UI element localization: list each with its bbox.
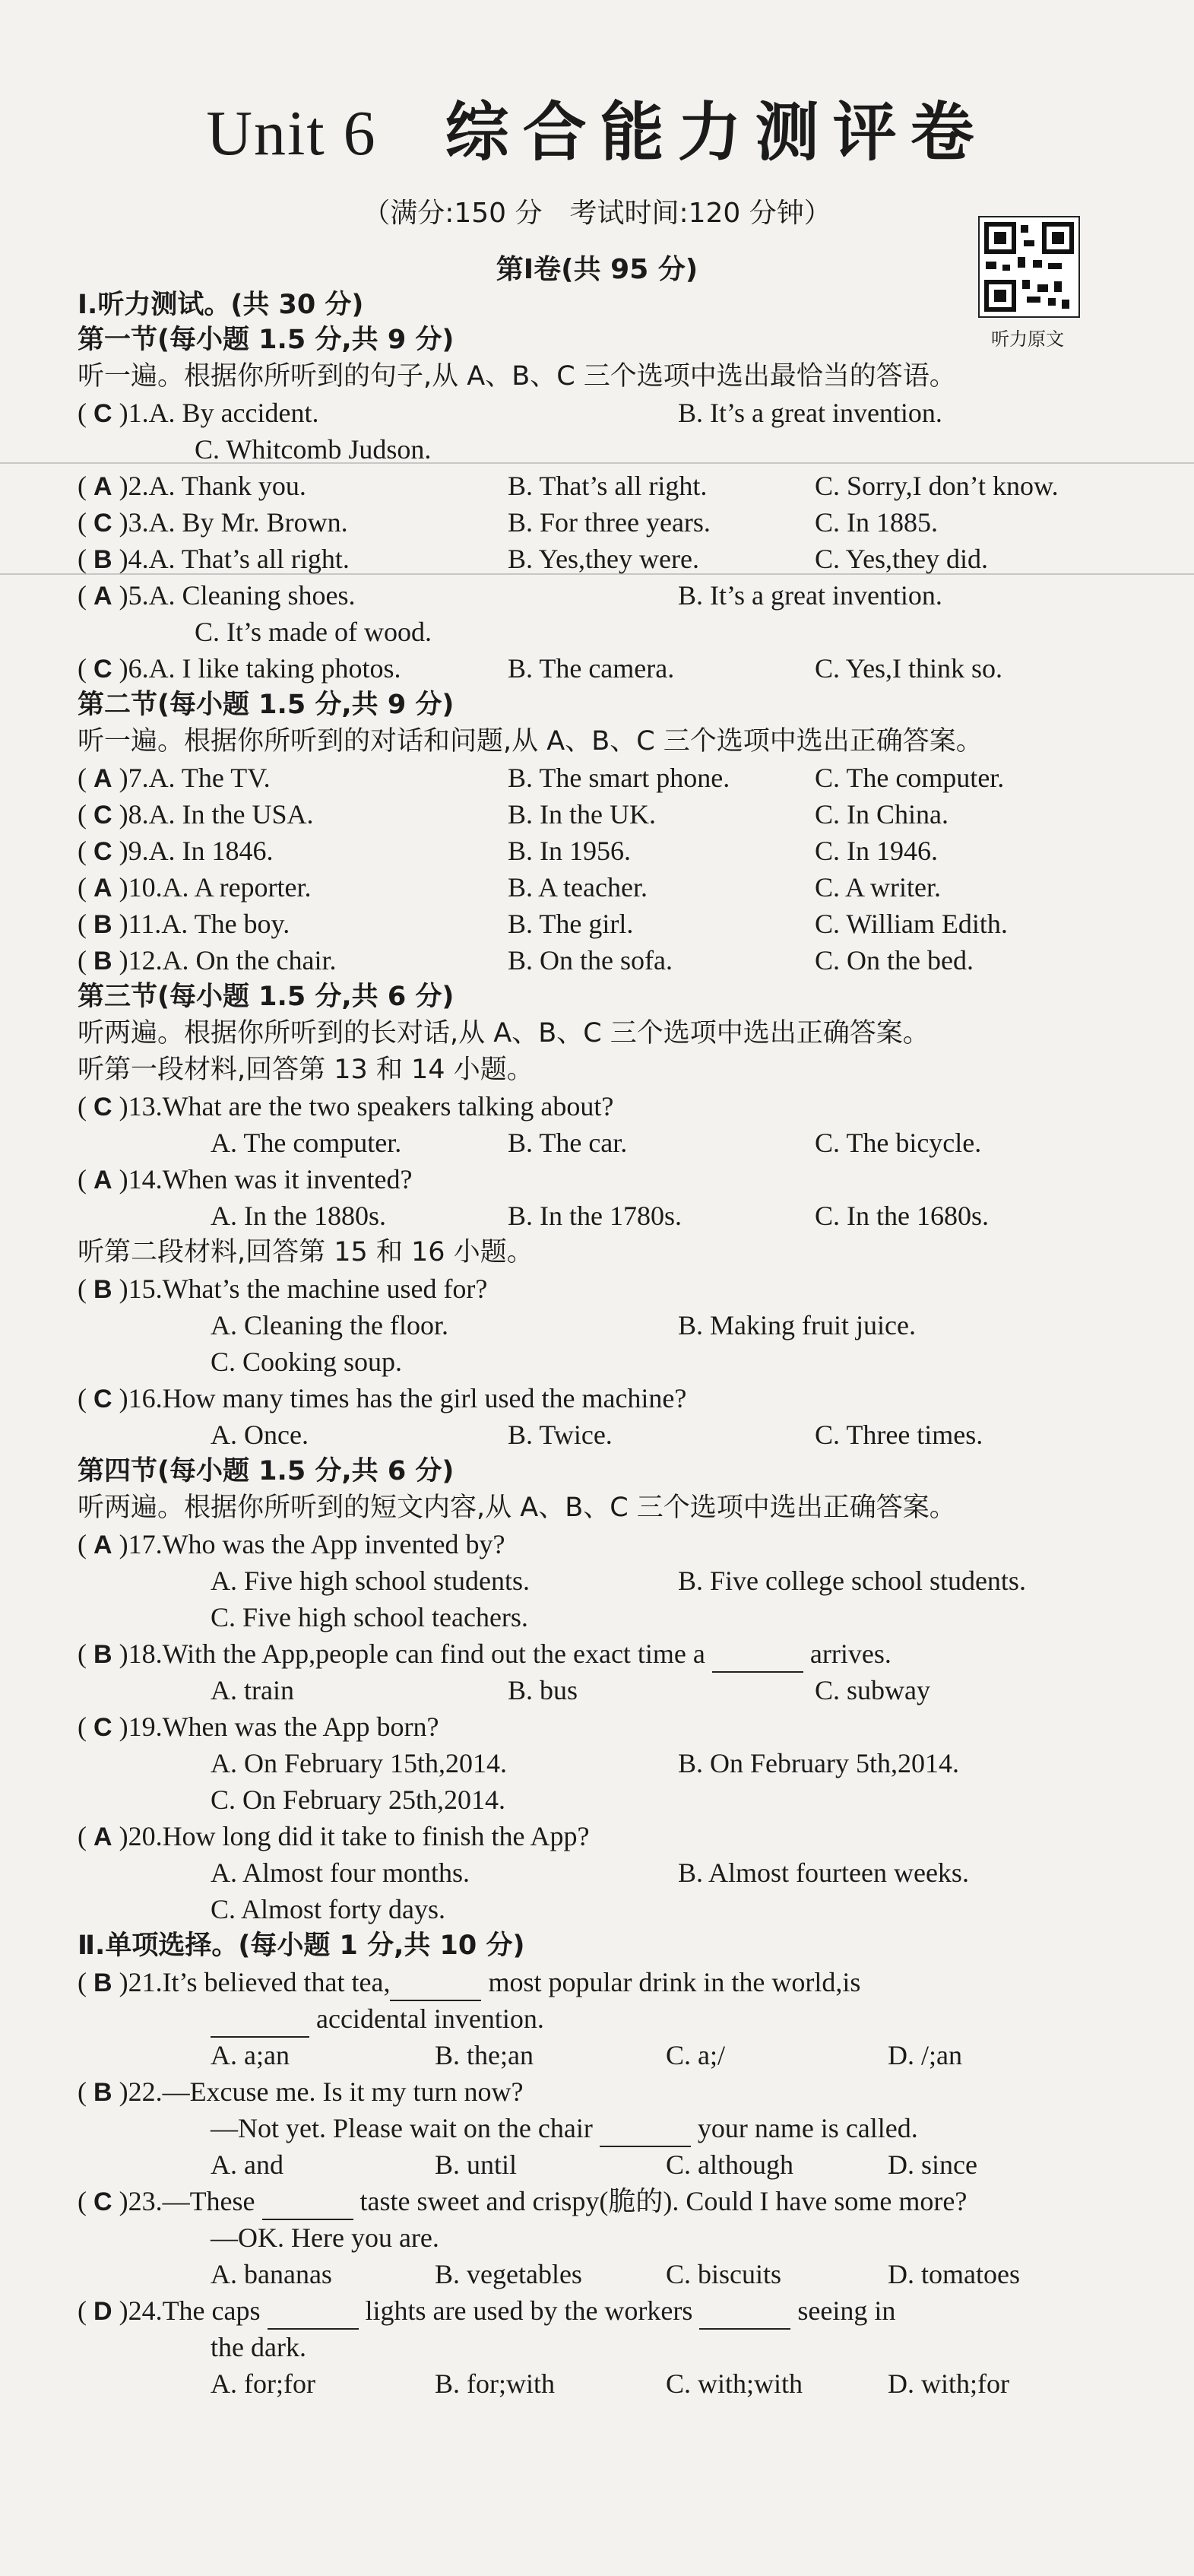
question-9: ( C )9.A. In 1846. B. In 1956. C. In 1946.	[78, 833, 105, 1008]
answer-16: C	[93, 1385, 112, 1413]
option-a: A. The computer.	[211, 1128, 402, 1158]
answer-8: C	[93, 801, 112, 830]
question-stem-2: lights are used by the workers	[365, 2295, 693, 2326]
answer-4: B	[93, 545, 112, 574]
option-a: A. a;an	[211, 2040, 290, 2070]
option-b: B. The girl.	[508, 909, 634, 939]
question-10: ( A )10.A. A reporter. B. A teacher. C. A writer.	[78, 870, 105, 1045]
question-number: 18.	[128, 1639, 163, 1669]
answer-23: C	[93, 2187, 112, 2216]
option-a: A. for;for	[211, 2368, 315, 2399]
option-d: D. tomatoes	[888, 2259, 1020, 2289]
question-number: 4.	[128, 544, 149, 574]
question-21-line-2	[211, 2001, 544, 2038]
answer-blank	[699, 2293, 790, 2330]
option-a: A. By accident.	[148, 398, 319, 428]
question-number: 15.	[128, 1274, 163, 1304]
answer-11: B	[93, 910, 112, 939]
option-c: C. On the bed.	[815, 945, 974, 976]
question-number: 6.	[128, 653, 149, 684]
question-23-line-2: —OK. Here you are.	[211, 2222, 439, 2253]
option-c: C. subway	[815, 1675, 930, 1705]
question-16: ( C )16.How many times has the girl used the machine?	[78, 1383, 687, 1413]
question-number: 3.	[128, 507, 149, 538]
question-7: ( A )7.A. The TV. B. The smart phone. C. The computer.	[78, 760, 105, 935]
option-c: C. In China.	[815, 799, 949, 830]
answer-blank	[390, 1965, 481, 2001]
answer-13: C	[93, 1093, 112, 1121]
option-c: C. The bicycle.	[815, 1128, 982, 1158]
answer-10: A	[93, 874, 112, 903]
option-a: A. bananas	[211, 2259, 332, 2289]
exam-meta: （满分:150 分 考试时间:120 分钟）	[363, 198, 831, 229]
option-a: A. The boy.	[161, 909, 290, 939]
part-2-instructions: 听一遍。根据你所听到的对话和问题,从 A、B、C 三个选项中选出正确答案。	[78, 726, 983, 757]
question-24-line-2: the dark.	[211, 2332, 306, 2362]
question-12: ( B )12.A. On the chair. B. On the sofa. C. On the bed.	[78, 943, 105, 1118]
question-number: 17.	[128, 1529, 163, 1559]
option-b: B. the;an	[435, 2040, 534, 2070]
option-c: C. Yes,I think so.	[815, 653, 1003, 684]
page-title	[0, 95, 1194, 170]
option-c: C. with;with	[666, 2368, 803, 2399]
answer-blank	[268, 2293, 359, 2330]
part-3-material-2: 听第二段材料,回答第 15 和 16 小题。	[78, 1237, 534, 1267]
question-stem-end: arrives.	[809, 1639, 892, 1669]
title-cn: 综合能力测评卷	[445, 95, 988, 170]
answer-3: C	[93, 509, 112, 538]
option-b: B. bus	[508, 1675, 578, 1705]
qr-code-icon[interactable]	[978, 216, 1080, 318]
answer-7: A	[93, 764, 112, 793]
answer-6: C	[93, 655, 112, 684]
question-stem: The caps	[162, 2295, 261, 2326]
answer-18: B	[93, 1640, 112, 1669]
part-4-instructions: 听两遍。根据你所听到的短文内容,从 A、B、C 三个选项中选出正确答案。	[78, 1493, 956, 1523]
option-b: B. Yes,they were.	[508, 544, 699, 574]
answer-14: A	[93, 1166, 112, 1194]
option-a: A. I like taking photos.	[148, 653, 401, 684]
question-number: 12.	[128, 945, 163, 976]
option-a: A. Cleaning shoes.	[148, 580, 356, 611]
option-c: C. Almost forty days.	[211, 1894, 446, 1924]
part-2-heading: 第二节(每小题 1.5 分,共 9 分)	[78, 690, 454, 720]
option-b: B. vegetables	[435, 2259, 582, 2289]
option-c: C. Five high school teachers.	[211, 1602, 528, 1632]
answer-22: B	[93, 2078, 112, 2107]
option-a: A. In 1846.	[148, 836, 274, 866]
question-24: ( D )24.The caps lights are used by the workers seeing in	[78, 2293, 105, 2398]
question-5: ( A )5.A. Cleaning shoes. B. It’s a great invention.	[78, 578, 105, 718]
option-b: B. In the UK.	[508, 799, 656, 830]
option-b: B. The smart phone.	[508, 763, 730, 793]
question-22-line-2	[211, 2111, 918, 2147]
answer-15: B	[93, 1275, 112, 1304]
question-23: ( C )23.—These taste sweet and crispy(脆的). Could I have some more?	[78, 2184, 105, 2289]
answer-2: A	[93, 472, 112, 501]
answer-24: D	[93, 2297, 112, 2326]
option-b: B. for;with	[435, 2368, 555, 2399]
question-17: ( A )17.Who was the App invented by?	[78, 1529, 505, 1559]
answer-blank	[262, 2184, 353, 2220]
answer-blank	[712, 1636, 803, 1673]
question-number: 19.	[128, 1712, 163, 1742]
option-c: C. William Edith.	[815, 909, 1008, 939]
question-number: 24.	[128, 2295, 163, 2326]
fold-line	[0, 573, 1194, 575]
option-a: A. That’s all right.	[148, 544, 350, 574]
question-21: ( B )21.It’s believed that tea, most popular drink in the world,is	[78, 1965, 105, 2070]
question-stem-2: most popular drink in the world,is	[488, 1967, 861, 1997]
question-3: ( C )3.A. By Mr. Brown. B. For three years. C. In 1885.	[78, 505, 105, 680]
question-8: ( C )8.A. In the USA. B. In the UK. C. In China.	[78, 797, 105, 972]
part-1-heading: 第一节(每小题 1.5 分,共 9 分)	[78, 325, 454, 355]
question-14: ( A )14.When was it invented?	[78, 1164, 413, 1194]
question-stem: How many times has the girl used the machine?	[162, 1383, 687, 1413]
question-stem: —Excuse me. Is it my turn now?	[162, 2076, 524, 2107]
question-24-options	[78, 2366, 1009, 2576]
question-stem: When was it invented?	[162, 1164, 413, 1194]
section-2-title: Ⅱ.单项选择。(每小题 1 分,共 10 分)	[78, 1930, 525, 1961]
question-number: 23.	[128, 2186, 163, 2216]
qr-label: 听力原文	[991, 328, 1064, 350]
option-c: C. although	[666, 2149, 793, 2180]
part-4-heading: 第四节(每小题 1.5 分,共 6 分)	[78, 1456, 454, 1486]
answer-17: A	[93, 1531, 112, 1559]
option-b: B. The car.	[508, 1128, 628, 1158]
answer-20: A	[93, 1823, 112, 1851]
option-a: A. Once.	[211, 1420, 309, 1450]
question-number: 9.	[128, 836, 149, 866]
answer-12: B	[93, 947, 112, 976]
option-b: B. On the sofa.	[508, 945, 673, 976]
question-stem: With the App,people can find out the exact time a	[162, 1639, 705, 1669]
question-stem: Who was the App invented by?	[162, 1529, 505, 1559]
question-20: ( A )20.How long did it take to finish the App?	[78, 1821, 590, 1851]
question-number: 21.	[128, 1967, 163, 1997]
option-c: C. On February 25th,2014.	[211, 1784, 505, 1815]
question-1: ( C )1.A. By accident. B. It’s a great invention.	[78, 395, 105, 535]
option-a: A. Almost four months.	[211, 1857, 470, 1888]
option-a: A. By Mr. Brown.	[148, 507, 348, 538]
question-number: 10.	[128, 872, 163, 903]
answer-blank	[211, 2001, 309, 2038]
question-6: ( C )6.A. I like taking photos. B. The camera. C. Yes,I think so.	[78, 651, 105, 826]
option-a: A. On the chair.	[162, 945, 337, 976]
part-1-instructions: 听一遍。根据你所听到的句子,从 A、B、C 三个选项中选出最恰当的答语。	[78, 361, 956, 392]
section-1-title: Ⅰ.听力测试。(共 30 分)	[78, 290, 364, 320]
option-b: B. A teacher.	[508, 872, 648, 903]
option-b: B. Almost fourteen weeks.	[678, 1857, 969, 1888]
question-stem-3: seeing in	[797, 2295, 896, 2326]
question-number: 2.	[128, 471, 149, 501]
question-number: 1.	[128, 398, 149, 428]
question-stem-3: accidental invention.	[316, 2003, 544, 2034]
answer-blank	[600, 2111, 691, 2147]
option-a: A. Cleaning the floor.	[211, 1310, 448, 1340]
question-stem-3: your name is called.	[697, 2113, 918, 2143]
option-c: C. It’s made of wood.	[195, 617, 432, 647]
fold-line	[0, 462, 1194, 464]
question-number: 8.	[128, 799, 149, 830]
option-b: B. until	[435, 2149, 518, 2180]
option-b: B. It’s a great invention.	[678, 398, 942, 428]
option-b: B. It’s a great invention.	[678, 580, 942, 611]
option-a: A. In the 1880s.	[211, 1201, 386, 1231]
option-a: A. The TV.	[148, 763, 271, 793]
option-c: C. biscuits	[666, 2259, 782, 2289]
question-number: 20.	[128, 1821, 163, 1851]
part-3-instructions: 听两遍。根据你所听到的长对话,从 A、B、C 三个选项中选出正确答案。	[78, 1018, 930, 1048]
question-number: 13.	[128, 1091, 163, 1121]
option-b: B. On February 5th,2014.	[678, 1748, 959, 1778]
part-3-material-1: 听第一段材料,回答第 13 和 14 小题。	[78, 1055, 534, 1085]
volume-heading: 第Ⅰ卷(共 95 分)	[496, 254, 698, 285]
question-19: ( C )19.When was the App born?	[78, 1712, 439, 1742]
option-a: A. On February 15th,2014.	[211, 1748, 507, 1778]
question-2: ( A )2.A. Thank you. B. That’s all right. C. Sorry,I don’t know.	[78, 468, 105, 643]
option-d: D. /;an	[888, 2040, 962, 2070]
option-b: B. The camera.	[508, 653, 675, 684]
question-18: ( B )18.With the App,people can find out the exact time a arrives.	[78, 1636, 105, 1741]
question-stem-2: —Not yet. Please wait on the chair	[211, 2113, 593, 2143]
option-c: C. In 1885.	[815, 507, 938, 538]
option-c: C. Three times.	[815, 1420, 983, 1450]
option-c: C. A writer.	[815, 872, 942, 903]
option-c: C. Yes,they did.	[815, 544, 989, 574]
question-stem: It’s believed that tea,	[162, 1967, 391, 1997]
unit-label: Unit 6	[206, 98, 377, 169]
option-b: B. In the 1780s.	[508, 1201, 682, 1231]
option-a: A. Thank you.	[148, 471, 306, 501]
question-stem: When was the App born?	[162, 1712, 439, 1742]
option-d: D. with;for	[888, 2368, 1009, 2399]
question-stem: What’s the machine used for?	[162, 1274, 488, 1304]
option-d: D. since	[888, 2149, 977, 2180]
question-4: ( B )4.A. That’s all right. B. Yes,they were. C. Yes,they did.	[78, 541, 105, 716]
option-c: C. Sorry,I don’t know.	[815, 471, 1059, 501]
question-13: ( C )13.What are the two speakers talking about?	[78, 1091, 614, 1121]
answer-9: C	[93, 837, 112, 866]
answer-5: A	[93, 582, 112, 611]
option-c: C. The computer.	[815, 763, 1005, 793]
question-11: ( B )11.A. The boy. B. The girl. C. William Edith.	[78, 906, 105, 1081]
question-stem: How long did it take to finish the App?	[162, 1821, 590, 1851]
question-number: 16.	[128, 1383, 163, 1413]
question-number: 14.	[128, 1164, 163, 1194]
option-b: B. In 1956.	[508, 836, 631, 866]
option-b: B. Five college school students.	[678, 1566, 1026, 1596]
option-b: B. Twice.	[508, 1420, 613, 1450]
option-c: C. In the 1680s.	[815, 1201, 989, 1231]
answer-1: C	[93, 399, 112, 428]
question-stem-2: taste sweet and crispy(脆的). Could I have some more?	[359, 2186, 968, 2216]
option-c: C. In 1946.	[815, 836, 938, 866]
question-number: 22.	[128, 2076, 163, 2107]
option-c: C. a;/	[666, 2040, 725, 2070]
question-22: ( B )22.—Excuse me. Is it my turn now?	[78, 2076, 524, 2107]
question-stem: —These	[162, 2186, 255, 2216]
option-a: A. and	[211, 2149, 283, 2180]
option-b: B. Making fruit juice.	[678, 1310, 916, 1340]
answer-21: B	[93, 1968, 112, 1997]
part-3-heading: 第三节(每小题 1.5 分,共 6 分)	[78, 982, 454, 1012]
option-b: B. That’s all right.	[508, 471, 708, 501]
answer-19: C	[93, 1713, 112, 1742]
option-b: B. For three years.	[508, 507, 711, 538]
question-number: 11.	[128, 909, 162, 939]
question-15: ( B )15.What’s the machine used for?	[78, 1274, 488, 1304]
option-a: A. train	[211, 1675, 294, 1705]
question-stem: What are the two speakers talking about?	[162, 1091, 614, 1121]
option-a: A. A reporter.	[162, 872, 312, 903]
option-c: C. Cooking soup.	[211, 1347, 403, 1377]
option-c: C. Whitcomb Judson.	[195, 434, 432, 465]
option-a: A. In the USA.	[148, 799, 314, 830]
question-number: 5.	[128, 580, 149, 611]
option-a: A. Five high school students.	[211, 1566, 530, 1596]
question-number: 7.	[128, 763, 149, 793]
